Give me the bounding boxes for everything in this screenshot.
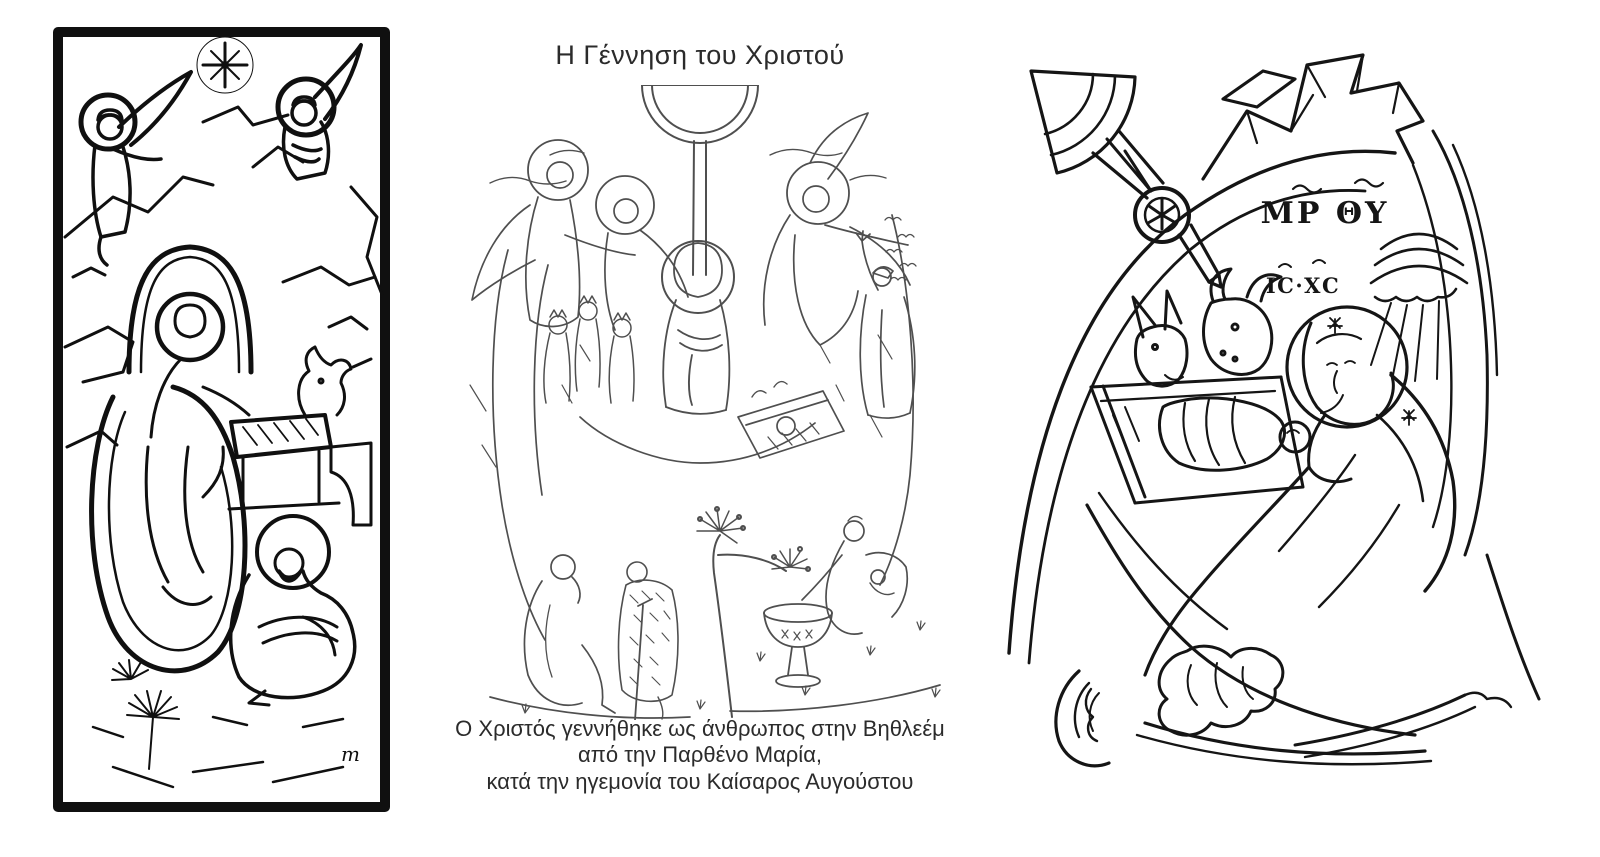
birds xyxy=(885,218,916,281)
joseph-seated xyxy=(231,516,355,705)
middle-icon-drawing xyxy=(430,85,970,720)
star-of-bethlehem-icon xyxy=(197,37,253,93)
tree xyxy=(697,507,810,717)
rock-ridges xyxy=(470,215,940,718)
midwife-washing-child xyxy=(802,516,907,634)
canopy xyxy=(1371,234,1467,381)
theotokos-inscription xyxy=(1261,180,1390,232)
cave-arch xyxy=(129,247,251,372)
donkey-head xyxy=(1133,291,1187,386)
rocks-bottom-right xyxy=(1295,693,1511,757)
angel-right xyxy=(278,45,361,179)
virgin-mary-reclining xyxy=(92,294,249,671)
christ-child-in-manger xyxy=(738,382,844,458)
inscription-ic-xc: ΙC·ΧC xyxy=(1265,273,1341,298)
shepherd-shaggy xyxy=(619,562,678,720)
caption-line-1: Ο Χριστός γεννήθηκε ως άνθρωπος στην Βηθλεέμ xyxy=(455,716,945,741)
middle-icon-panel xyxy=(430,85,970,720)
magi-group xyxy=(544,296,634,403)
angel-right xyxy=(764,113,910,345)
curtain-rock-right xyxy=(1413,131,1539,699)
right-icon-drawing xyxy=(995,35,1555,800)
inscription-mr-thy: ΜΡ ΘΥ xyxy=(1260,196,1390,231)
plant xyxy=(112,660,179,769)
manger-box xyxy=(1091,377,1303,503)
artist-monogram: m xyxy=(341,742,360,766)
shepherd-hailing xyxy=(856,231,915,418)
left-icon-drawing xyxy=(53,27,390,812)
heaven-segment-and-star-beam xyxy=(1031,71,1221,287)
right-icon-panel xyxy=(995,35,1555,800)
virgin-mary-with-child xyxy=(1145,307,1455,675)
middle-icon-caption xyxy=(390,716,1010,795)
basin-chalice xyxy=(764,604,832,687)
angel-left xyxy=(81,72,191,265)
caption-line-2: από την Παρθένο Μαρία, xyxy=(577,742,823,768)
ground-hatching xyxy=(93,717,343,787)
rock-peaks-top xyxy=(1203,55,1423,179)
virgin-mary-kneeling xyxy=(662,241,734,414)
drapery-bunch xyxy=(1159,646,1283,735)
middle-icon-title: Η Γέννηση του Χριστού xyxy=(555,40,845,70)
joseph-pensive xyxy=(524,555,615,713)
left-icon-panel xyxy=(53,27,390,812)
bed-and-bolster xyxy=(1056,493,1431,766)
caption-line-3: κατά την ηγεμονία του Καίσαρος Αυγούστου xyxy=(486,768,914,794)
